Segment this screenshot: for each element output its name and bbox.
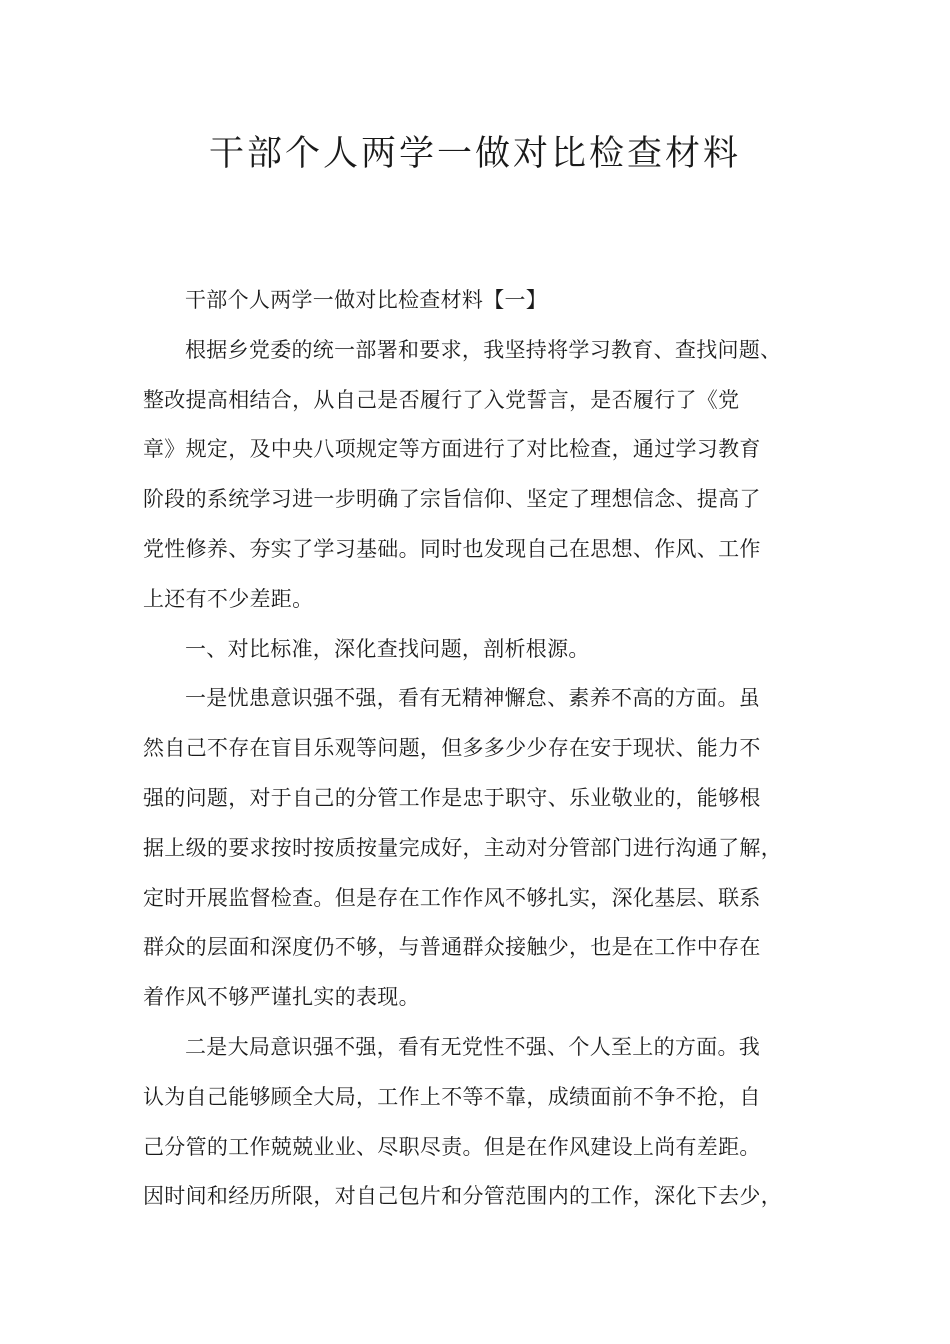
text-line: 阶段的系统学习进一步明确了宗旨信仰、坚定了理想信念、提高了 [143, 487, 761, 512]
text-line: 着作风不够严谨扎实的表现。 [143, 985, 420, 1010]
text-line: 二是大局意识强不强，看有无党性不强、个人至上的方面。我 [185, 1034, 761, 1059]
text-line: 一、对比标准，深化查找问题，剖析根源。 [185, 636, 590, 661]
text-line: 因时间和经历所限，对自己包片和分管范围内的工作，深化下去少， [143, 1184, 782, 1209]
paragraph-point-one [143, 674, 807, 1023]
text-line: 群众的层面和深度仍不够，与普通群众接触少，也是在工作中存在 [143, 935, 761, 960]
text-line: 强的问题，对于自己的分管工作是忠于职守、乐业敬业的，能够根 [143, 785, 761, 810]
text-line: 定时开展监督检查。但是存在工作作风不够扎实，深化基层、联系 [143, 885, 761, 910]
document-title: 干部个人两学一做对比检查材料 [208, 134, 741, 174]
text-line: 己分管的工作兢兢业业、尽职尽责。但是在作风建设上尚有差距。 [143, 1134, 761, 1159]
text-line: 干部个人两学一做对比检查材料【一】 [185, 288, 548, 312]
text-line: 上还有不少差距。 [143, 586, 314, 611]
document-body [143, 276, 807, 1222]
text-line: 根据乡党委的统一部署和要求，我坚持将学习教育、查找问题、 [185, 337, 782, 362]
text-line: 据上级的要求按时按质按量完成好，主动对分管部门进行沟通了解， [143, 835, 782, 860]
paragraph-subtitle [143, 276, 807, 326]
text-line: 党性修养、夯实了学习基础。同时也发现自己在思想、作风、工作 [143, 536, 761, 561]
section-heading [143, 625, 807, 675]
paragraph-point-two [143, 1023, 807, 1222]
text-line: 一是忧患意识强不强，看有无精神懈怠、素养不高的方面。虽 [185, 686, 761, 711]
text-line: 然自己不存在盲目乐观等问题，但多多少少存在安于现状、能力不 [143, 736, 761, 761]
text-line: 章》规定，及中央八项规定等方面进行了对比检查，通过学习教育 [143, 437, 761, 462]
text-line: 整改提高相结合，从自己是否履行了入党誓言，是否履行了《党 [143, 387, 740, 412]
text-line: 认为自己能够顾全大局，工作上不等不靠，成绩面前不争不抢，自 [143, 1084, 761, 1109]
paragraph-intro [143, 326, 807, 625]
